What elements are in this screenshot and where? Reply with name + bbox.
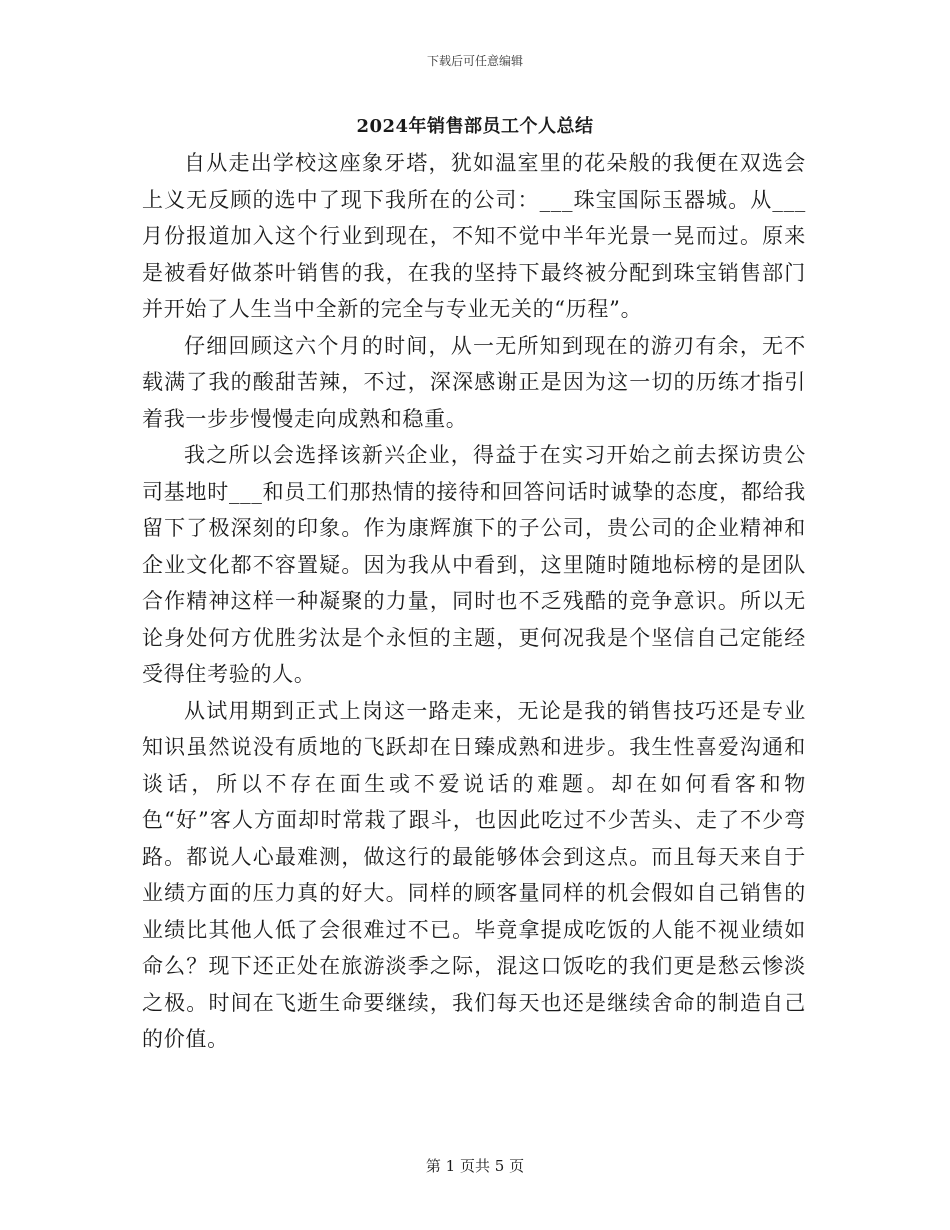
page-number: 第 1 页共 5 页	[425, 1157, 525, 1175]
paragraph-1: 自从走出学校这座象牙塔，犹如温室里的花朵般的我便在双选会上义无反顾的选中了现下我所在的公司：___珠宝国际玉器城。从___月份报道加入这个行业到现在，不知不觉中半年光景一晃而过。原来是被看好做茶叶销售的我，在我的坚持下最终被分配到珠宝销售部门并开始了人生当中全新的完全与专业无关的“历程”。	[142, 151, 806, 321]
paragraph-2: 仔细回顾这六个月的时间，从一无所知到现在的游刃有余，无不载满了我的酸甜苦辣，不过，深深感谢正是因为这一切的历练才指引着我一步步慢慢走向成熟和稳重。	[142, 333, 806, 431]
document-title: 2024年销售部员工个人总结	[356, 116, 594, 137]
paragraph-3: 我之所以会选择该新兴企业，得益于在实习开始之前去探访贵公司基地时___和员工们那热情的接待和回答问话时诚挚的态度，都给我留下了极深刻的印象。作为康辉旗下的子公司，贵公司的企业精神和企业文化都不容置疑。因为我从中看到，这里随时随地标榜的是团队合作精神这样一种凝聚的力量，同时也不乏残酷的竞争意识。所以无论身处何方优胜劣汰是个永恒的主题，更何况我是个坚信自己定能经受得住考验的人。	[142, 443, 806, 686]
document-body	[142, 145, 806, 1058]
page-header-note: 下载后可任意编辑	[426, 54, 523, 68]
paragraph-4: 从试用期到正式上岗这一路走来，无论是我的销售技巧还是专业知识虽然说没有质地的飞跃却在日臻成熟和进步。我生性喜爱沟通和谈话，所以不存在面生或不爱说话的难题。却在如何看客和物色“好”客人方面却时常栽了跟斗，也因此吃过不少苦头、走了不少弯路。都说人心最难测，做这行的最能够体会到这点。而且每天来自于业绩方面的压力真的好大。同样的顾客量同样的机会假如自己销售的业绩比其他人低了会很难过不已。毕竟拿提成吃饭的人能不视业绩如命么？现下还正处在旅游淡季之际，混这口饭吃的我们更是愁云惨淡之极。时间在飞逝生命要继续，我们每天也还是继续舍命的制造自己的价值。	[142, 698, 806, 1051]
